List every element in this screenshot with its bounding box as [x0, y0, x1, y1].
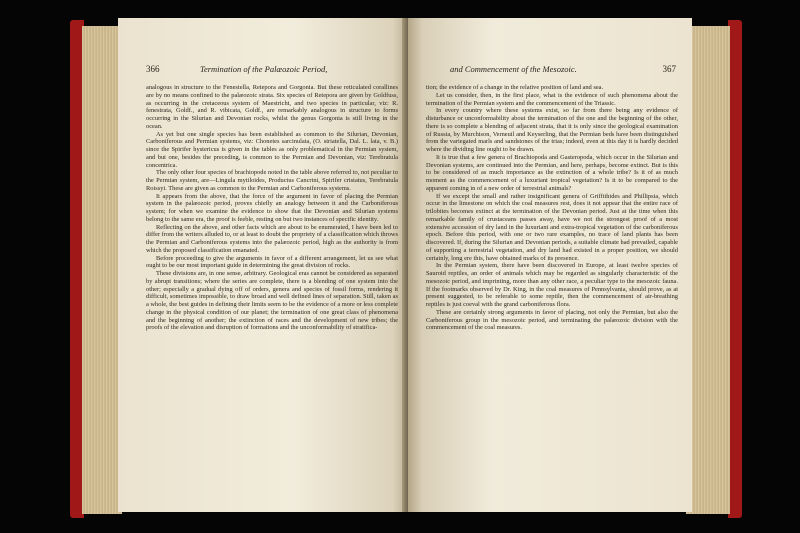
paragraph: analogous in structure to the Fenestella, Retepora and Gorgonia. But these reticulated corallines are by no means confined to the palæozoic strata. Six species of Retepora are given by Goldfuss, as occurring in the cretaceous system of Maestricht, and two species in particular, viz: R. fenestrata, Goldf., and R. vibicata, Goldf., are remarkably analogous in structure to forms occurring in the Silurian and Devonian rocks, whilst the genus Gorgonia is still living in the ocean. — [146, 84, 398, 130]
paragraph: tion; the evidence of a change in the relative position of land and sea. — [426, 84, 604, 91]
paragraph: If we except the small and rather insignificant genera of Griffithides and Phillipsia, which occur in the limestone on which the coal measures rest, does it not appear that the entire race of trilobites becomes extinct at the termination of the Devonian period. Just at the time when this remarkable family of crustaceans passes away, have we not the strongest proof of a most extensive accession of dry land in the luxuriant and extra-tropical vegetation of the carboniferous epoch. Before this period, with one or two rare examples, no trace of land plants has been discovered. If, during the Silurian and Devonian periods, a suitable climate had prevailed, capable of supporting a terrestrial vegetation, and dry land had existed in a proper position, we should certainly, long ere this, have obtained marks of its presence. — [426, 192, 678, 262]
left-running-title: Termination of the Palæozoic Period, — [200, 64, 328, 74]
left-page-number: 366 — [146, 64, 160, 74]
paragraph: In every country where these systems exist, so far from there being any evidence of disturbance or unconformability about the termination of the one and the beginning of the other, there is so complete a blending of adjacent strata, that it is only since the geological examination of Russia, by Murchison, Verneuil and Keyserling, that the Permian beds have been distinguished from the variegated marls and sandstones of the trias; indeed, even at this day it is hardly decided where the dividing line ought to be drawn. — [426, 107, 678, 153]
paragraph: As yet but one single species has been established as common to the Silurian, Devonian, Carboniferous and Permian systems, viz: Chonetes sarcinulata, (O. striatella, Dal. L. lata, v. B.) since the Spirifer hystericus is given in the tables as only problematical in the Permian system, and but one, besides the preceding, is common to the Permian and Devonian, viz: Terebratula concentrica. — [146, 130, 398, 169]
right-running-title: and Commencement of the Mesozoic. — [450, 64, 577, 74]
paragraph: These are certainly strong arguments in favor of placing, not only the Permian, but also the Carboniferous group in the mesozoic period, and terminating the palæozoic division with the commencement of the coal measures. — [426, 308, 678, 332]
paragraph: It is true that a few genera of Brachiopoda and Gasteropoda, which occur in the Silurian and Devonian systems, are continued into the Permian, and here, perhaps, become extinct. But is this to be considered of as much importance as the extinction of a whole tribe? Is it of as much moment as the commencement of a luxuriant tropical vegetation? Is it to be compared to the apparent coming in of a new order of terrestrial animals? — [426, 153, 678, 192]
paragraph: Let us consider, then, in the first place, what is the evidence of such phenomena about the termination of the Permian system and the commencement of the Triassic. — [426, 91, 678, 107]
page-edges-right — [686, 26, 730, 514]
right-page — [408, 18, 692, 512]
paragraph: In the Permian system, there have been discovered in Europe, at least twelve species of Sauroid reptiles, an order of animals which may be regarded as singularly characteristic of the mesozoic period, and imprinting, more than any other race, a peculiar type to the mesozoic fauna. If the footmarks observed by Dr. King, in the coal measures of Pennsylvania, should prove, as at present suggested, to be referable to some reptile, then the commencement of air-breathing reptiles is just coeval with the grand carboniferous flora. — [426, 262, 678, 308]
paragraph: These divisions are, in one sense, arbitrary. Geological eras cannot be considered as separated by abrupt transitions; where the series are complete, there is a blending of one system into the other; especially a gradual dying off of orders, genera and species of fossil forms, rendering it difficult, sometimes impossible, to draw broad and well defined lines of separation. Still, taken as a whole, the best guides in defining their limits seem to be the evidence of a more or less complete change in the physical condition of our planet; the termination of one great class of phenomena and the beginning of another; the extinction of races and the development of new tribes; the proofs of the elevation and disruption of formations and the unconformability of stratifica- — [146, 270, 399, 332]
right-page-text — [426, 84, 678, 332]
paragraph: Reflecting on the above, and other facts which are about to be enumerated, I have been led to differ from the writers alluded to, or at least to doubt the propriety of a classification which throws the Permian and Carboniferous systems into the palæozoic period, high as the authority is from which the proposed classification emanated. — [146, 223, 398, 254]
left-page-text — [146, 84, 398, 332]
book-cover-right-edge — [728, 20, 742, 518]
open-book — [70, 12, 742, 520]
left-page — [118, 18, 410, 512]
right-page-number: 367 — [662, 64, 676, 74]
paragraph: Before proceeding to give the arguments in favor of a different arrangement, let us see what ought to be our most important guide in determining the great division of rocks. — [146, 254, 398, 270]
paragraph: The only other four species of brachiopode noted in the table above referred to, not peculiar to the Permian system, are—Lingula mytiloides, Productus Cancrini, Spirifer cristatus, Terebratula Roissyi. These are given as common to the Permian and Carboniferous systems. — [146, 169, 398, 192]
page-edges-left — [82, 26, 122, 514]
paragraph: It appears from the above, that the force of the argument in favor of placing the Permian system in the palæozoic period, proves chiefly an analogy between it and the Carboniferous system; for when we examine the evidence to show that the Devonian and Silurian systems belong to the same era, the proof is feeble, resting on but two instances of specific identity. — [146, 192, 398, 223]
